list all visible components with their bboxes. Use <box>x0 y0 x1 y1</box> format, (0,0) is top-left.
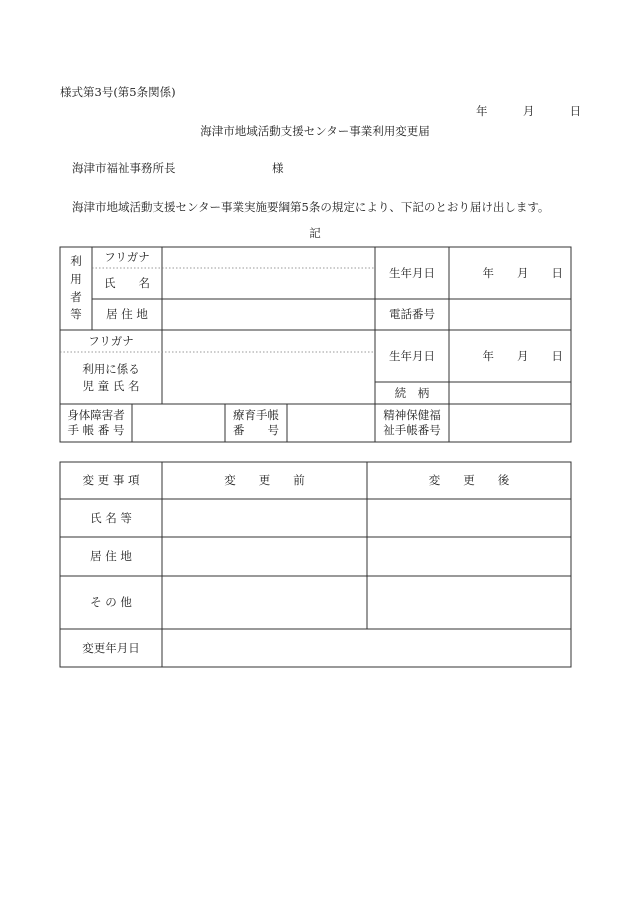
form-number: 様式第3号(第5条関係) <box>60 85 176 99</box>
ryoiku-handbook-field[interactable] <box>287 404 375 442</box>
change-row-other-before-field[interactable] <box>162 576 367 629</box>
date-day: 日 <box>569 104 582 118</box>
document-title: 海津市地域活動支援センター事業利用変更届 <box>200 124 430 138</box>
change-after-header: 変 更 後 <box>428 473 510 488</box>
mental-handbook-field[interactable] <box>449 404 571 442</box>
child-furigana-field[interactable] <box>162 330 375 352</box>
applicant-phone-field[interactable] <box>449 299 571 330</box>
change-date-label: 変更年月日 <box>82 640 140 655</box>
child-name-label: 利用に係る 児 童 氏 名 <box>82 362 140 393</box>
applicant-phone-label: 電話番号 <box>389 307 435 322</box>
child-name-field[interactable] <box>162 352 375 404</box>
change-before-header: 変 更 前 <box>224 473 305 488</box>
applicant-furigana-field[interactable] <box>162 247 375 268</box>
change-row-address-label: 居 住 地 <box>90 549 132 564</box>
date-month: 月 <box>522 104 535 118</box>
child-furigana-label: フリガナ <box>88 333 134 348</box>
physical-handbook-field[interactable] <box>132 404 225 442</box>
addressee-honorific: 様 <box>272 161 284 175</box>
child-birthdate-label: 生年月日 <box>389 348 435 363</box>
applicant-name-label: 氏 名 <box>104 276 150 291</box>
mental-handbook-label: 精神保健福 祉手帳番号 <box>383 408 441 437</box>
addressee-name: 海津市福祉事務所長 <box>72 161 176 175</box>
date-year: 年 <box>476 104 488 118</box>
ryoiku-handbook-label: 療育手帳 番 号 <box>233 408 279 437</box>
change-row-name-after-field[interactable] <box>367 499 571 537</box>
change-item-header: 変 更 事 項 <box>82 473 140 488</box>
applicant-address-label: 居 住 地 <box>106 307 148 322</box>
applicant-birthdate-label: 生年月日 <box>389 265 435 280</box>
change-row-address-after-field[interactable] <box>367 537 571 576</box>
applicant-name-field[interactable] <box>162 268 375 299</box>
change-date-field[interactable] <box>162 629 571 667</box>
applicant-furigana-label: フリガナ <box>104 250 150 265</box>
applicant-address-field[interactable] <box>162 299 375 330</box>
physical-handbook-label: 身体障害者 手 帳 番 号 <box>67 408 125 437</box>
child-relationship-label: 続 柄 <box>394 385 430 400</box>
child-birthdate-field[interactable]: 年 月 日 <box>482 348 563 363</box>
change-row-name-before-field[interactable] <box>162 499 367 537</box>
child-relationship-field[interactable] <box>449 382 571 404</box>
applicant-birthdate-field[interactable]: 年 月 日 <box>482 265 563 280</box>
intro-text: 海津市地域活動支援センター事業実施要綱第5条の規定により、下記のとおり届け出します。 <box>72 200 550 214</box>
change-row-other-after-field[interactable] <box>367 576 571 629</box>
change-row-other-label: そ の 他 <box>90 595 132 610</box>
change-row-address-before-field[interactable] <box>162 537 367 576</box>
change-row-name-label: 氏 名 等 <box>90 510 132 525</box>
applicant-group-label: 利 用 者 等 <box>70 253 82 322</box>
ki-heading: 記 <box>309 226 321 240</box>
